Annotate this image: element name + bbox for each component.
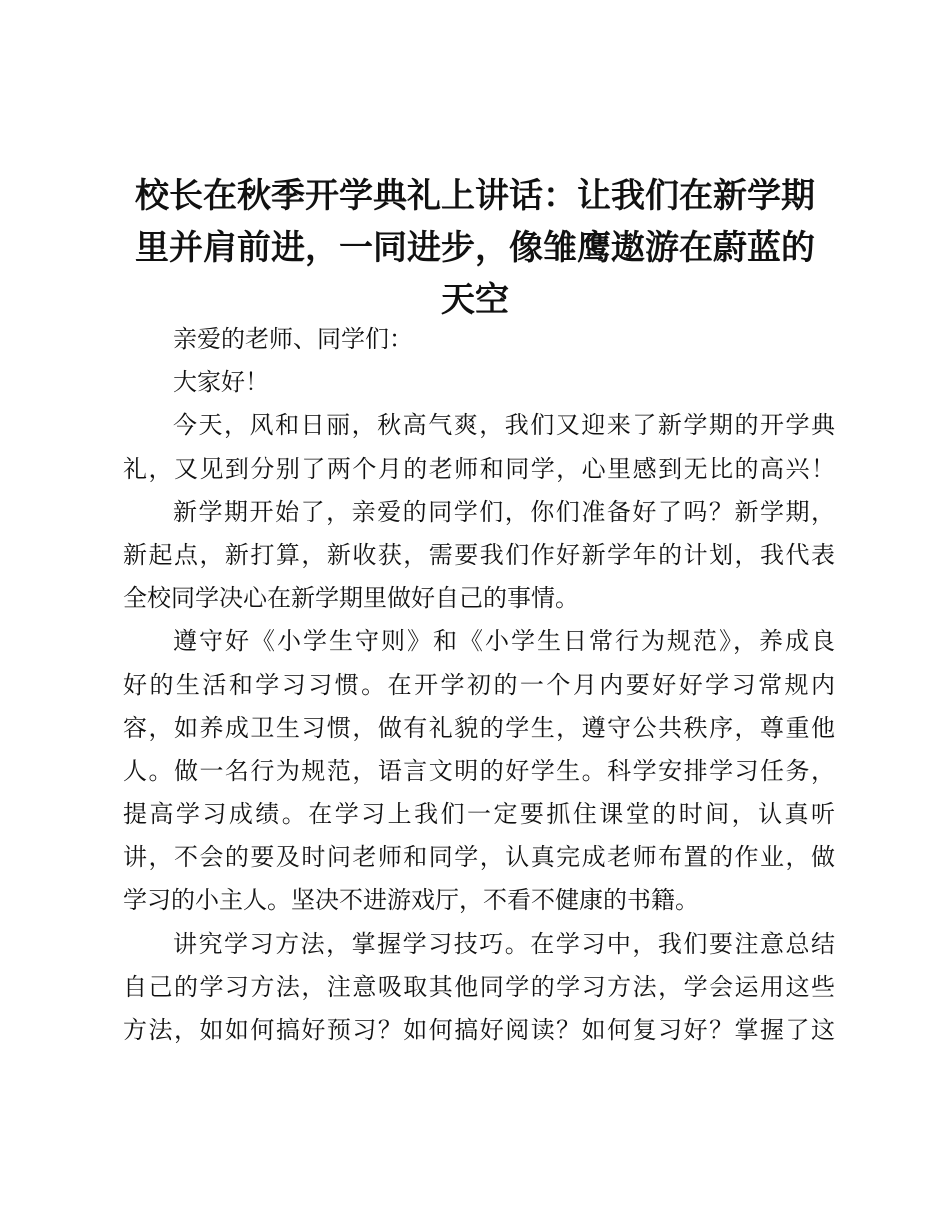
- paragraph-line: 全校同学决心在新学期里做好自己的事情。: [123, 584, 579, 613]
- paragraph-line: 新起点，新打算，新收获，需要我们作好新学年的计划，我代表: [123, 540, 835, 569]
- paragraph-line: 学习的小主人。坚决不进游戏厅，不看不健康的书籍。: [123, 886, 699, 915]
- paragraph-line: 新学期开始了，亲爱的同学们，你们准备好了吗？新学期，: [173, 497, 835, 526]
- paragraph-line: 今天，风和日丽，秋高气爽，我们又迎来了新学期的开学典: [173, 411, 835, 440]
- paragraph-line: 遵守好《小学生守则》和《小学生日常行为规范》，养成良: [173, 627, 835, 656]
- title-line: 里并肩前进，一同进步，像雏鹰遨游在蔚蓝的: [135, 228, 815, 268]
- paragraph-line: 方法，如如何搞好预习？如何搞好阅读？如何复习好？掌握了这: [123, 1016, 835, 1044]
- document-body: [123, 318, 835, 1052]
- paragraph-line: 礼，又见到分别了两个月的老师和同学，心里感到无比的高兴！: [123, 454, 835, 483]
- paragraph-line: 好的生活和学习习惯。在开学初的一个月内要好好学习常规内: [123, 670, 835, 699]
- salutation-line: 亲爱的老师、同学们：: [173, 325, 413, 353]
- paragraph-line: 自己的学习方法，注意吸取其他同学的学习方法，学会运用这些: [123, 972, 835, 1001]
- paragraph-line: 提高学习成绩。在学习上我们一定要抓住课堂的时间，认真听: [123, 800, 835, 829]
- paragraph-line: 讲，不会的要及时问老师和同学，认真完成老师布置的作业，做: [123, 843, 835, 872]
- title-line: 校长在秋季开学典礼上讲话：让我们在新学期: [135, 176, 815, 216]
- paragraph-line: 讲究学习方法，掌握学习技巧。在学习中，我们要注意总结: [173, 929, 835, 958]
- paragraph-line: 人。做一名行为规范，语言文明的好学生。科学安排学习任务，: [123, 756, 835, 785]
- document-title: [115, 170, 835, 326]
- paragraph-line: 容，如养成卫生习惯，做有礼貌的学生，遵守公共秩序，尊重他: [123, 713, 835, 742]
- title-line: 天空: [441, 280, 509, 320]
- greeting-line: 大家好！: [173, 368, 269, 397]
